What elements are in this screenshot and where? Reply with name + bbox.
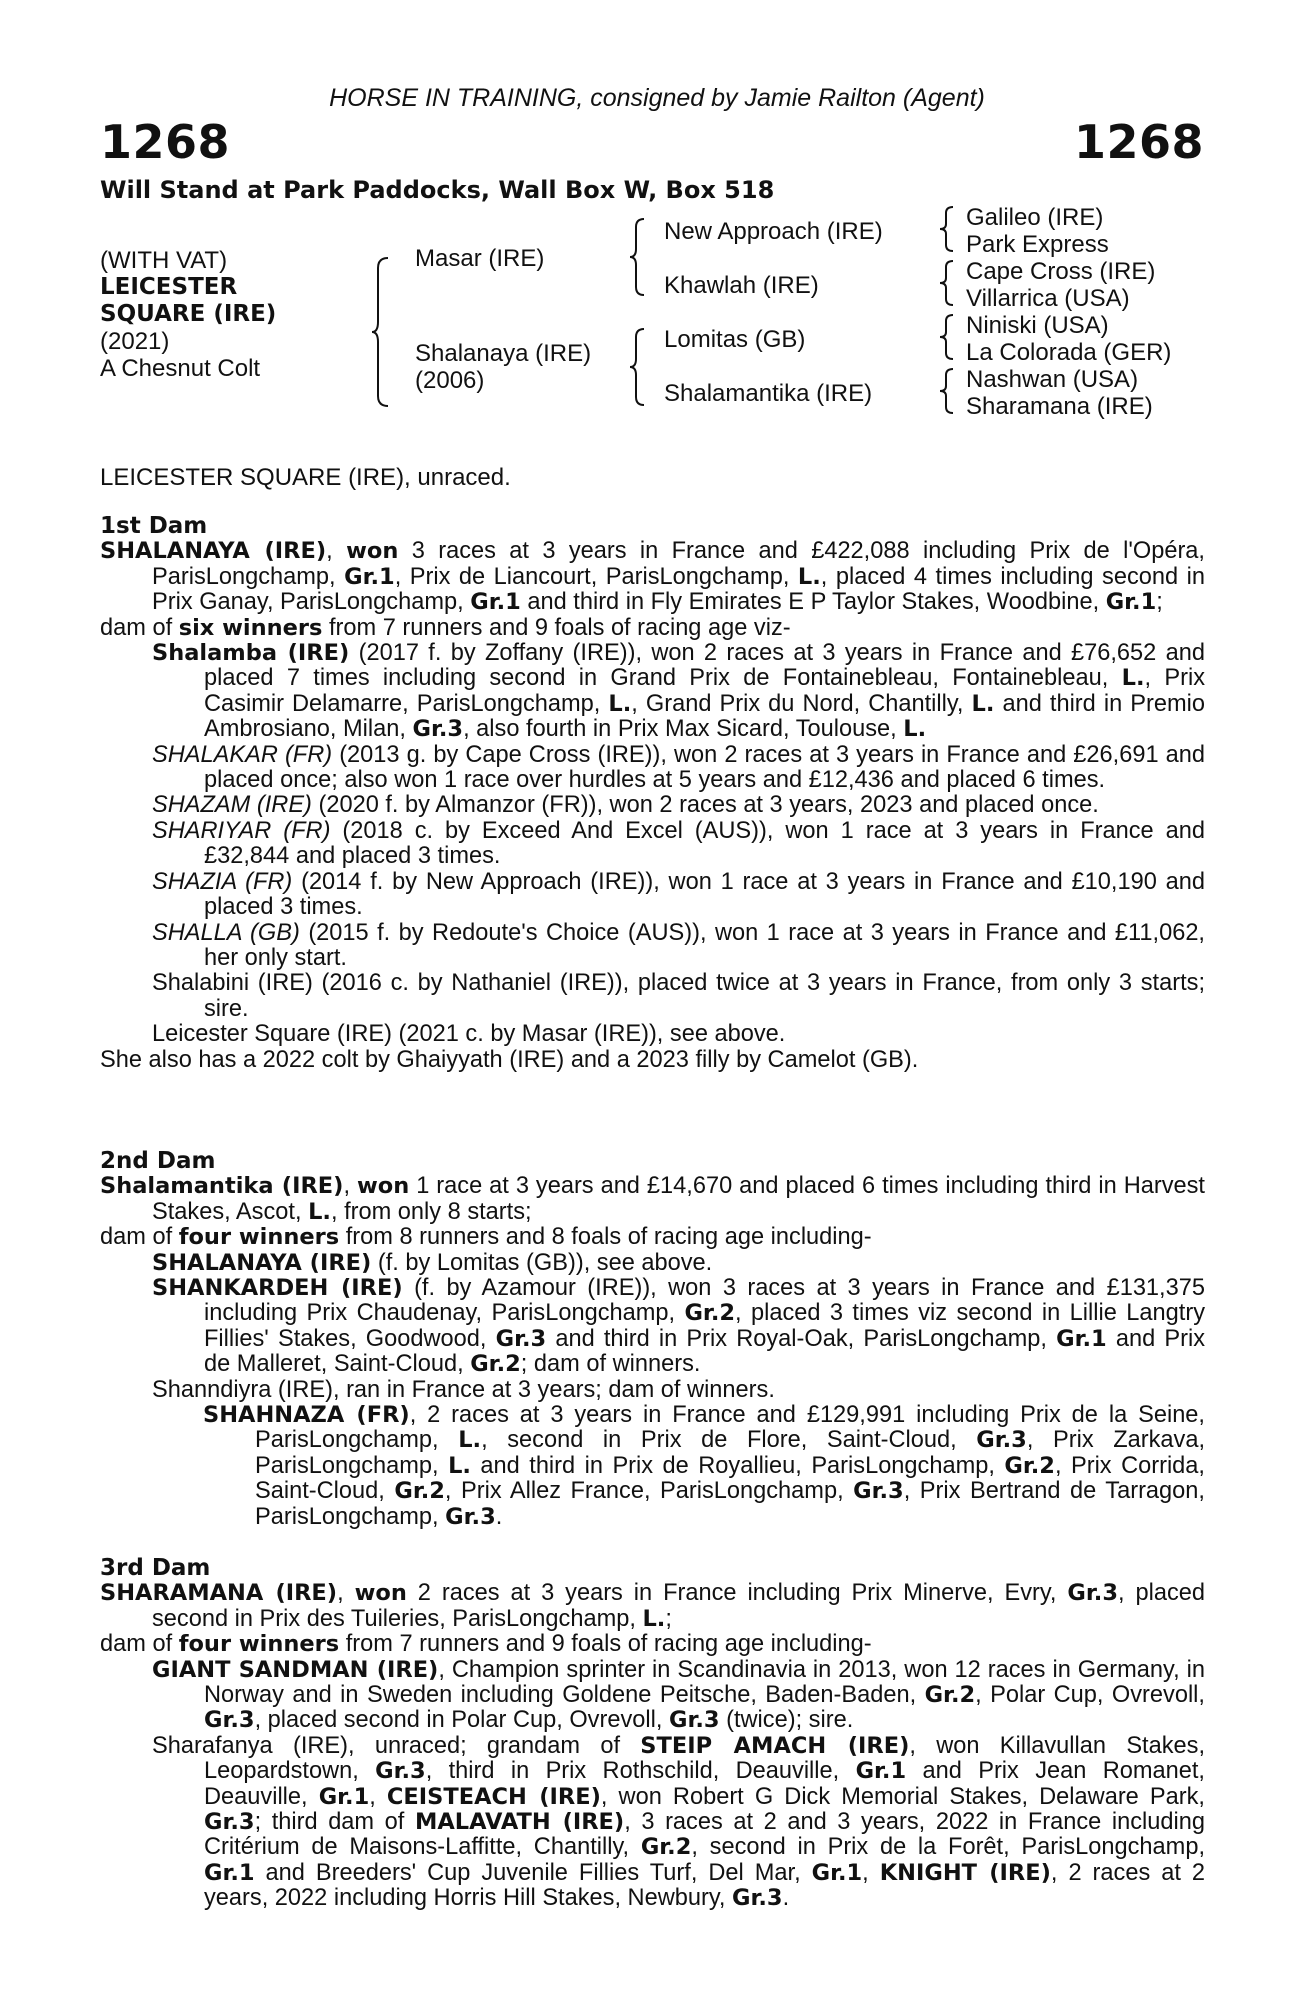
sire-dam: Khawlah (IRE)	[664, 272, 819, 299]
text: , 2 races at 3 years in France and £129,991 including Prix de la Seine, ParisLongchamp,	[255, 1402, 1205, 1454]
horse-name-line1: LEICESTER	[100, 274, 238, 300]
gen3-8: Sharamana (IRE)	[966, 393, 1153, 420]
race-record-intro: LEICESTER SQUARE (IRE), unraced.	[100, 464, 511, 491]
grade: Gr.2	[684, 1300, 736, 1327]
text: , won Killavullan Stakes, Leopardstown,	[204, 1732, 1205, 1785]
produce-entry	[100, 819, 1205, 870]
horse-year: (2021)	[100, 328, 170, 355]
produce-entry: Leicester Square (IRE) (2021 c. by Masar (IRE)), see above.	[152, 1021, 786, 1048]
gen3-5: Niniski (USA)	[966, 312, 1109, 339]
text: , placed 3 times viz second in Lillie Langtry Fillies' Stakes, Goodwood,	[204, 1300, 1205, 1352]
text: , third in Prix Rothschild, Deauville,	[425, 1758, 856, 1785]
text: (2020 f. by Almanzor (FR)), won 2 races at 3 years, 2023 and placed once.	[311, 792, 1099, 819]
horse-name: SHALANAYA (IRE)	[152, 1249, 372, 1276]
pedigree-brace-dam	[628, 327, 648, 407]
second-dam-heading: 2nd Dam	[100, 1148, 216, 1174]
grade: Gr.3	[412, 716, 464, 743]
winners-count: six winners	[178, 614, 323, 641]
horse-description: A Chesnut Colt	[100, 355, 261, 382]
grade: Gr.3	[1067, 1580, 1118, 1607]
grade: Gr.3	[732, 1885, 783, 1912]
sire-sire: New Approach (IRE)	[664, 218, 883, 245]
grade: Gr.3	[204, 1809, 255, 1836]
text: Sharafanya (IRE), unraced; grandam of	[152, 1732, 641, 1759]
text: .	[782, 1885, 790, 1912]
winners-count: four winners	[178, 1224, 340, 1251]
text: , placed second in Polar Cup, Ovrevoll,	[254, 1707, 669, 1734]
text: ;	[665, 1605, 672, 1632]
third-dam-heading: 3rd Dam	[100, 1555, 211, 1581]
text: , placed second in Prix des Tuileries, ParisLongchamp,	[152, 1580, 1206, 1632]
text: (f. by Lomitas (GB)), see above.	[371, 1249, 713, 1276]
text: (2017 f. by Zoffany (IRE)), won 2 races at 3 years in France and £76,652 and placed 7 times including second in Grand Prix de Fontainebleau, Fontainebleau,	[204, 640, 1205, 692]
produce-entry: Shalabini (IRE) (2016 c. by Nathaniel (IRE)), placed twice at 3 years in France, from only 3 starts; sire.	[152, 970, 1205, 1022]
first-dam-section	[100, 514, 1205, 1073]
horse-name: CEISTEACH (IRE)	[386, 1783, 601, 1810]
text: and third in Fly Emirates E P Taylor Stakes, Woodbine,	[520, 589, 1106, 616]
produce-entry	[100, 743, 1205, 794]
grade: Gr.1	[318, 1783, 370, 1810]
grade: L.	[903, 716, 927, 743]
text: , 3 races at 2 and 3 years, 2022 in France including Critérium de Maisons-Laffitte, Chantilly,	[204, 1809, 1205, 1861]
grade: Gr.3	[445, 1503, 496, 1530]
dam: Shalanaya (IRE)	[415, 340, 592, 367]
text: and third in Prix de Royallieu, ParisLongchamp,	[470, 1452, 1005, 1479]
sire: Masar (IRE)	[415, 245, 545, 272]
text: (2015 f. by Redoute's Choice (AUS)), won 1 race at 3 years in France and £11,062, her only start.	[204, 919, 1205, 971]
gen3-3: Cape Cross (IRE)	[966, 258, 1156, 285]
gen3-1: Galileo (IRE)	[966, 204, 1104, 231]
text: from 7 runners and 9 foals of racing age including-	[339, 1631, 872, 1658]
vat-label: (WITH VAT)	[100, 247, 228, 274]
text: , 2 races at 2 years, 2022 including Horris Hill Stakes, Newbury,	[204, 1859, 1205, 1912]
text: and third in Prix Royal-Oak, ParisLongchamp,	[546, 1325, 1057, 1352]
second-dam-record: Shalamantika (IRE), won 1 race at 3 years and £14,670 and placed 6 times including third in Harvest Stakes, Ascot, L., from only 8 starts;	[100, 1173, 1205, 1225]
stand-location: Will Stand at Park Paddocks, Wall Box W, Box 518	[100, 176, 775, 204]
produce-entry	[100, 1658, 1205, 1734]
produce-entry	[100, 641, 1205, 743]
first-dam-record: SHALANAYA (IRE), won 3 races at 3 years in France and £422,088 including Prix de l'Opéra, ParisLongchamp, Gr.1, Prix de Liancourt, ParisLongchamp, L., placed 4 times including second in Prix Ganay, ParisLongchamp, Gr.1 and third in Fly Emirates E P Taylor Stakes, Woodbine, Gr.1;	[100, 538, 1206, 616]
won-label: won	[354, 1580, 407, 1607]
lot-number-left: 1268	[100, 115, 231, 169]
text: , Prix de Liancourt, ParisLongchamp,	[394, 563, 798, 590]
first-dam-produce-summary	[100, 616, 1205, 641]
pedigree-brace-g2	[938, 259, 956, 307]
grade: Gr.1	[344, 563, 395, 590]
text: ,	[369, 1783, 387, 1810]
grade: Gr.1	[811, 1859, 863, 1886]
grade: Gr.1	[855, 1758, 907, 1785]
horse-name: SHARIYAR (FR)	[152, 817, 331, 844]
text: , placed 4 times including second in Prix Ganay, ParisLongchamp,	[152, 563, 1206, 616]
horse-name: SHALLA (GB)	[152, 919, 300, 946]
text: from 7 runners and 9 foals of racing age viz-	[322, 614, 791, 641]
dam-sire: Lomitas (GB)	[664, 326, 806, 353]
grade: Gr.1	[1056, 1325, 1107, 1352]
third-dam-produce-summary	[100, 1632, 1205, 1657]
grade: Gr.2	[470, 1351, 521, 1378]
text: .	[495, 1503, 503, 1530]
lot-number-right: 1268	[1073, 115, 1204, 169]
text: , Grand Prix du Nord, Chantilly,	[631, 690, 972, 717]
won-label: won	[346, 538, 399, 565]
grade: Gr.1	[204, 1859, 255, 1886]
produce-entry	[100, 1251, 1205, 1276]
horse-name-line2: SQUARE (IRE)	[100, 301, 277, 327]
text: ,	[862, 1859, 880, 1886]
produce-entry: Shanndiyra (IRE), ran in France at 3 years; dam of winners.	[152, 1376, 775, 1403]
consignment-line: HORSE IN TRAINING, consigned by Jamie Railton (Agent)	[329, 84, 985, 112]
text: and Breeders' Cup Juvenile Fillies Turf, Del Mar,	[254, 1859, 812, 1886]
grade: L.	[1121, 665, 1145, 692]
gen3-4: Villarrica (USA)	[966, 285, 1130, 312]
grade: Gr.3	[204, 1707, 255, 1734]
gen3-7: Nashwan (USA)	[966, 366, 1139, 393]
text: and Prix de Malleret, Saint-Cloud,	[204, 1325, 1206, 1378]
text: , from only 8 starts;	[330, 1198, 532, 1225]
text: , Polar Cup, Ovrevoll,	[975, 1682, 1205, 1709]
horse-name: SHAZAM (IRE)	[152, 792, 312, 819]
horse-name: SHALANAYA (IRE)	[100, 538, 327, 565]
text: , second in Prix de Flore, Saint-Cloud,	[481, 1427, 977, 1454]
text: (2018 c. by Exceed And Excel (AUS)), won 1 race at 3 years in France and £32,844 and placed 3 times.	[204, 817, 1205, 870]
grade: L.	[608, 690, 632, 717]
text: , second in Prix de la Forêt, ParisLongchamp,	[691, 1834, 1206, 1861]
text: (twice); sire.	[719, 1707, 854, 1734]
text: ; third dam of	[254, 1809, 415, 1836]
produce-entry	[100, 1403, 1205, 1530]
grade: L.	[797, 563, 821, 590]
produce-entry	[100, 1734, 1205, 1912]
text: dam of	[100, 1224, 179, 1251]
pedigree-brace-main	[370, 256, 392, 408]
produce-entry	[100, 870, 1205, 921]
text: , Prix Allez France, ParisLongchamp,	[444, 1478, 854, 1505]
grade: Gr.3	[668, 1707, 720, 1734]
text: and third in Premio Ambrosiano, Milan,	[204, 690, 1205, 743]
pedigree-brace-sire	[628, 217, 648, 297]
text: , won Robert G Dick Memorial Stakes, Delaware Park,	[600, 1783, 1205, 1810]
pedigree-brace-g3	[938, 313, 956, 361]
winners-count: four winners	[178, 1631, 340, 1658]
text: 1 race at 3 years and £14,670 and placed 6 times including third in Harvest Stakes, Ascot,	[152, 1173, 1205, 1225]
later-produce: She also has a 2022 colt by Ghaiyyath (IRE) and a 2023 filly by Camelot (GB).	[100, 1046, 919, 1073]
horse-name: Shalamba (IRE)	[152, 640, 350, 667]
horse-name: GIANT SANDMAN (IRE)	[152, 1656, 439, 1683]
grade: L.	[642, 1605, 666, 1632]
horse-name: SHANKARDEH (IRE)	[152, 1275, 403, 1302]
won-label: won	[356, 1173, 410, 1200]
text: , Prix Bertrand de Tarragon, ParisLongchamp,	[255, 1478, 1205, 1530]
horse-name: SHAHNAZA (FR)	[203, 1402, 410, 1429]
grade: Gr.2	[924, 1682, 976, 1709]
grade: Gr.1	[470, 589, 521, 616]
grade: Gr.2	[394, 1478, 445, 1505]
produce-entry	[100, 921, 1205, 972]
grade: L.	[971, 690, 995, 717]
grade: L.	[308, 1198, 331, 1225]
produce-entry	[100, 1276, 1205, 1378]
dam-year: (2006)	[415, 367, 485, 394]
text: dam of	[100, 1631, 179, 1658]
grade: Gr.3	[495, 1325, 547, 1352]
horse-name: SHARAMANA (IRE)	[100, 1580, 338, 1607]
text: 2 races at 3 years in France including Prix Minerve, Evry,	[406, 1580, 1068, 1607]
horse-name: STEIP AMACH (IRE)	[640, 1732, 910, 1759]
grade: Gr.3	[976, 1427, 1027, 1454]
gen3-6: La Colorada (GER)	[966, 339, 1172, 366]
grade: Gr.3	[375, 1758, 426, 1785]
third-dam-section	[100, 1556, 1205, 1912]
first-dam-heading: 1st Dam	[100, 513, 208, 539]
text: , Champion sprinter in Scandinavia in 2013, won 12 races in Germany, in Norway and in Sweden including Goldene Peitsche, Baden-Baden,	[204, 1656, 1205, 1709]
pedigree-brace-g1	[938, 205, 956, 253]
second-dam-produce-summary	[100, 1225, 1205, 1250]
grade: Gr.2	[640, 1834, 692, 1861]
third-dam-record: SHARAMANA (IRE), won 2 races at 3 years in France including Prix Minerve, Evry, Gr.3, placed second in Prix des Tuileries, ParisLongchamp, L.;	[100, 1580, 1206, 1632]
text: , Prix Corrida, Saint-Cloud,	[255, 1452, 1205, 1505]
text: 3 races at 3 years in France and £422,088 including Prix de l'Opéra, ParisLongchamp,	[152, 538, 1205, 590]
text: , Prix Casimir Delamarre, ParisLongchamp,	[204, 665, 1205, 717]
pedigree-brace-g4	[938, 367, 956, 415]
gen3-2: Park Express	[966, 231, 1109, 258]
text: , Prix Zarkava, ParisLongchamp,	[255, 1427, 1205, 1479]
horse-name: KNIGHT (IRE)	[879, 1859, 1051, 1886]
grade: Gr.3	[853, 1478, 904, 1505]
text: (2013 g. by Cape Cross (IRE)), won 2 races at 3 years in France and £26,691 and placed once; also won 1 race over hurdles at 5 years and £12,436 and placed 6 times.	[204, 741, 1206, 794]
grade: Gr.1	[1105, 589, 1157, 616]
produce-entry	[100, 793, 1205, 818]
horse-name: MALAVATH (IRE)	[414, 1809, 625, 1836]
text: (f. by Azamour (IRE)), won 3 races at 3 years in France and £131,375 including Prix Chaudenay, ParisLongchamp,	[204, 1275, 1205, 1327]
text: and Prix Jean Romanet, Deauville,	[204, 1758, 1205, 1810]
horse-name: SHALAKAR (FR)	[152, 741, 333, 768]
text: from 8 runners and 8 foals of racing age including-	[339, 1224, 872, 1251]
dam-dam: Shalamantika (IRE)	[664, 380, 873, 407]
grade: L.	[458, 1427, 482, 1454]
text: (2014 f. by New Approach (IRE)), won 1 race at 3 years in France and £10,190 and placed 3 times.	[204, 868, 1206, 921]
horse-name: SHAZIA (FR)	[152, 868, 293, 895]
grade: Gr.2	[1004, 1452, 1055, 1479]
grade: L.	[448, 1452, 471, 1479]
text: dam of	[100, 614, 179, 641]
second-dam-section	[100, 1149, 1205, 1530]
horse-name: Shalamantika (IRE)	[100, 1173, 344, 1200]
text: ;	[1156, 589, 1163, 616]
text: , also fourth in Prix Max Sicard, Toulouse,	[463, 716, 904, 743]
text: ; dam of winners.	[520, 1351, 701, 1378]
